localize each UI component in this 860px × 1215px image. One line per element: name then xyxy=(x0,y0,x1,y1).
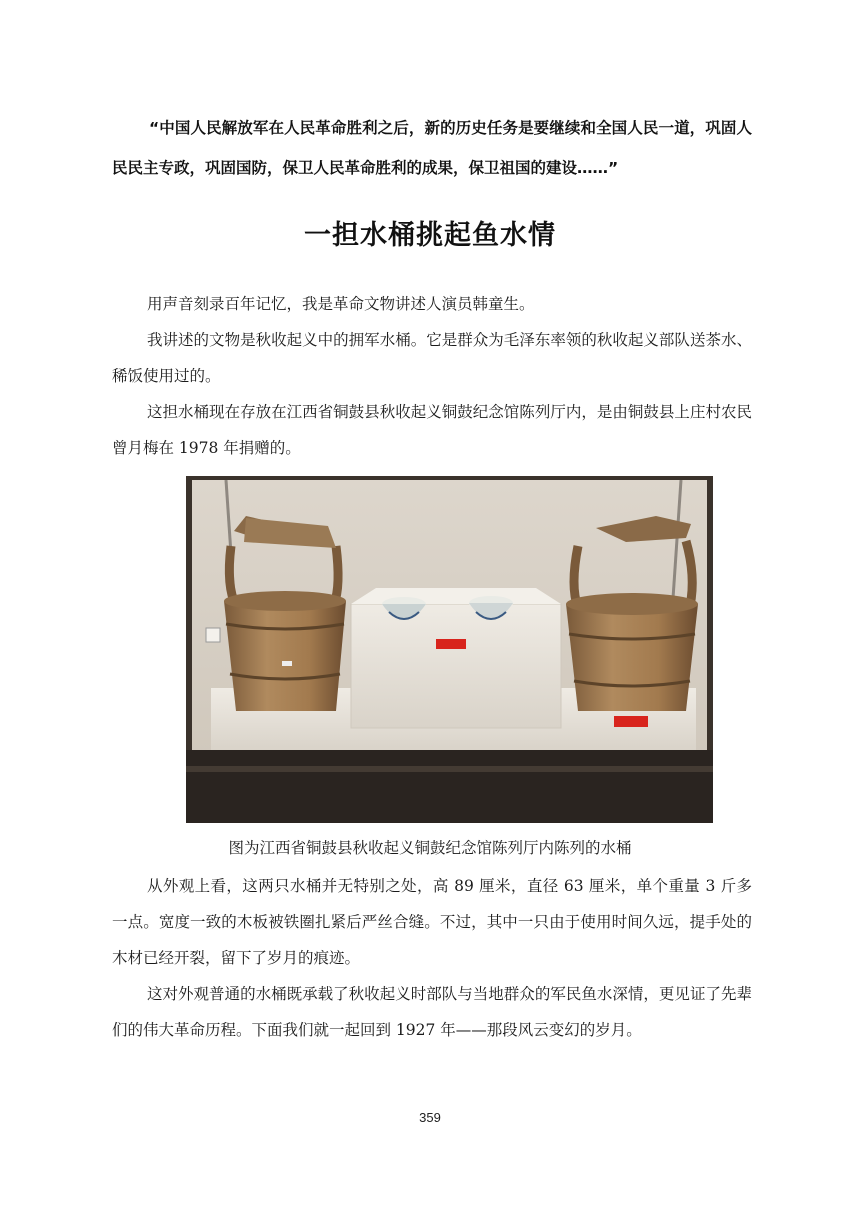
figure-caption: 图为江西省铜鼓县秋收起义铜鼓纪念馆陈列厅内陈列的水桶 xyxy=(228,839,632,857)
paragraph-significance: 这对外观普通的水桶既承载了秋收起义时部队与当地群众的军民鱼水深情，更见证了先辈们的伟大革命历程。下面我们就一起回到 1927 年——那段风云变幻的岁月。 xyxy=(112,985,752,1039)
paragraph-description: 从外观上看，这两只水桶并无特别之处，高 89 厘米，直径 63 厘米，单个重量 3 斤多一点。宽度一致的木板被铁圈扎紧后严丝合缝。不过，其中一只由于使用时间久远，提手处的木材已经开裂，留下了岁月的痕迹。 xyxy=(112,877,752,967)
paragraph-location: 这担水桶现在存放在江西省铜鼓县秋收起义铜鼓纪念馆陈列厅内，是由铜鼓县上庄村农民曾月梅在 1978 年捐赠的。 xyxy=(112,403,752,457)
museum-photo xyxy=(186,476,713,823)
page-number: 359 xyxy=(419,1110,441,1125)
paragraph-artifact: 我讲述的文物是秋收起义中的拥军水桶。它是群众为毛泽东率领的秋收起义部队送茶水、稀饭使用过的。 xyxy=(112,331,752,385)
page-title: 一担水桶挑起鱼水情 xyxy=(304,220,556,251)
paragraph-intro: 用声音刻录百年记忆，我是革命文物讲述人演员韩童生。 xyxy=(147,295,535,313)
opening-quote: “中国人民解放军在人民革命胜利之后，新的历史任务是要继续和全国人民一道，巩固人民民主专政，巩固国防，保卫人民革命胜利的成果，保卫祖国的建设……” xyxy=(112,119,752,177)
